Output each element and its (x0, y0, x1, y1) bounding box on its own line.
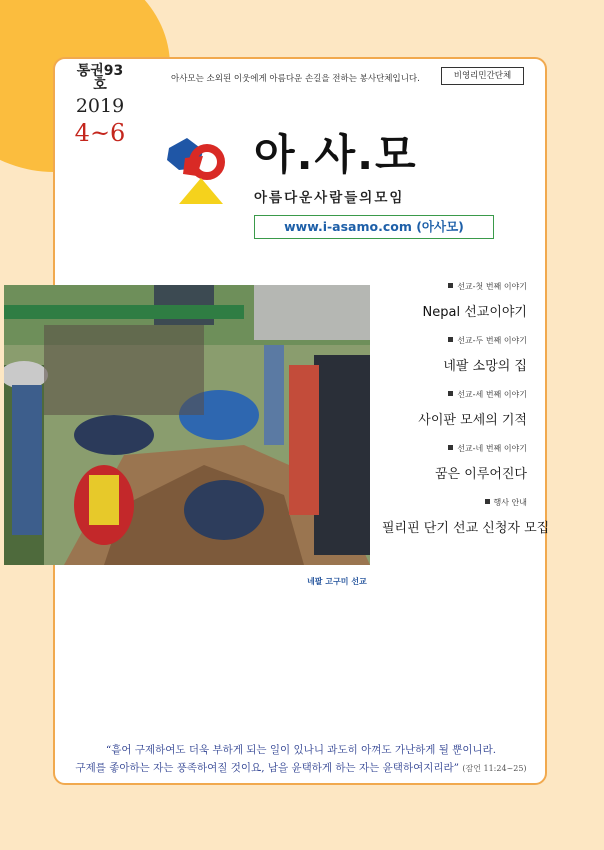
toc-item-label: 선교-세 번째 이야기 (382, 389, 527, 400)
toc-item[interactable] (382, 389, 527, 428)
toc-item-title: 필리핀 단기 선교 신청자 모집 (382, 521, 550, 536)
issue-info (70, 64, 130, 145)
issue-year: 2019 (75, 95, 125, 117)
cover-photo (4, 285, 370, 565)
toc-item-label: 선교-두 번째 이야기 (382, 335, 527, 346)
toc-item-label: 선교-네 번째 이야기 (382, 443, 527, 454)
website-url[interactable]: www.i-asamo.com (아사모) (254, 215, 494, 239)
toc-item-title: 사이판 모세의 기적 (418, 413, 527, 428)
toc-item-title: 꿈은 이루어진다 (434, 467, 527, 482)
brand-subtitle: 아름다운사람들의모임 (254, 190, 405, 206)
toc-item-title: Nepal 선교이야기 (422, 305, 527, 320)
square-bullet-icon (448, 391, 453, 396)
toc-item[interactable] (382, 281, 527, 320)
quote-reference: (잠언 11:24~25) (462, 764, 527, 773)
nonprofit-badge: 비영리민간단체 (441, 67, 524, 85)
quote-line-2: 구제를 좋아하는 자는 풍족하여질 것이요, 남을 윤택하게 하는 자는 윤택하여지리라” (잠언 11:24~25) (75, 762, 527, 774)
toc-item-label: 선교-첫 번째 이야기 (382, 281, 527, 292)
toc-item[interactable] (382, 497, 550, 536)
square-bullet-icon (448, 337, 453, 342)
logo-yellow-triangle (179, 178, 223, 204)
toc-item[interactable] (382, 335, 527, 374)
quote-line-1: “흩어 구제하여도 더욱 부하게 되는 일이 있나니 과도히 아껴도 가난하게 될 뿐이니라. (105, 744, 497, 756)
photo-caption: 네팔 고구미 선교 (307, 577, 367, 586)
table-of-contents (382, 281, 550, 536)
square-bullet-icon (448, 445, 453, 450)
tagline: 아사모는 소외된 이웃에게 아름다운 손길을 전하는 봉사단체입니다. (171, 74, 420, 84)
asamo-logo-icon (163, 134, 235, 210)
brand-name: 아.사.모 (254, 130, 418, 179)
toc-item[interactable] (382, 443, 527, 482)
square-bullet-icon (448, 283, 453, 288)
issue-volume: 통권93호 (76, 63, 124, 93)
bible-quote (66, 741, 536, 778)
toc-item-title: 네팔 소망의 집 (443, 359, 527, 374)
toc-item-label: 행사 안내 (382, 497, 527, 508)
issue-months: 4~6 (74, 119, 126, 147)
square-bullet-icon (485, 499, 490, 504)
